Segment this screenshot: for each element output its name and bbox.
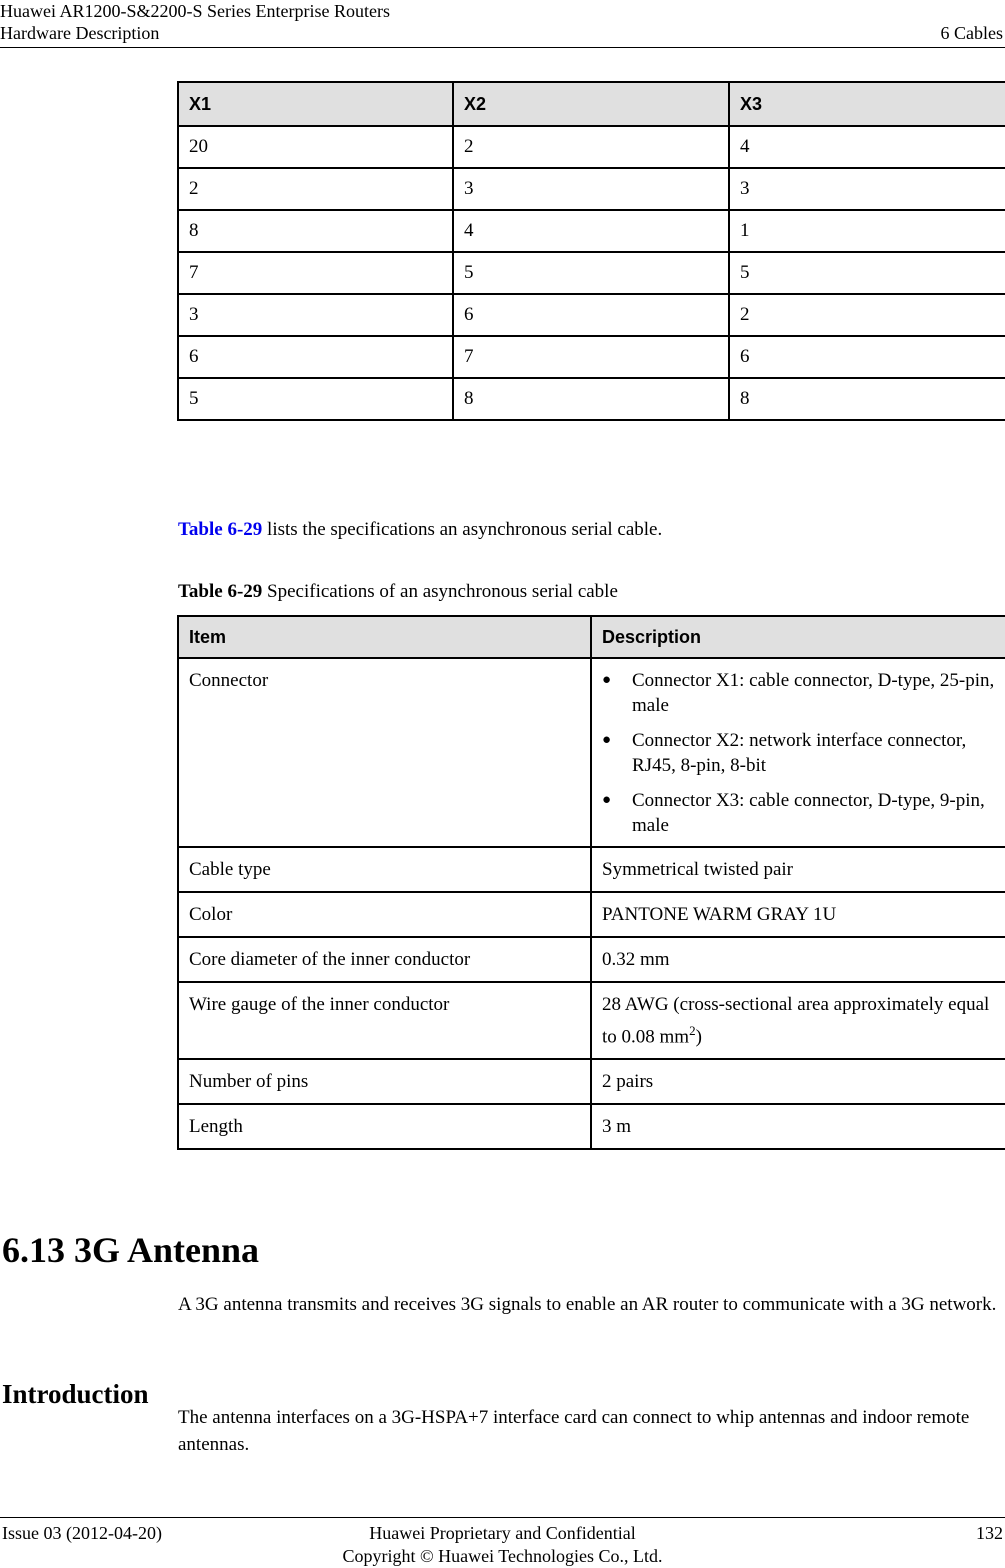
column-header-x1: X1 [178, 82, 453, 126]
table-cell: 6 [178, 336, 453, 378]
table-cell [591, 658, 1005, 847]
connector-list [602, 668, 995, 838]
table-cell: 8 [453, 378, 729, 420]
table-cell: 8 [729, 378, 1005, 420]
copyright-label: Copyright © Huawei Technologies Co., Ltd. [342, 1546, 663, 1566]
list-item: ● Connector X2: network interface connector, RJ45, 8-pin, 8-bit [602, 730, 967, 776]
section-title: 6.13 3G Antenna [2, 1230, 260, 1270]
table-row [178, 847, 1005, 892]
table-row [178, 126, 1005, 168]
table-caption [178, 580, 618, 604]
table-row [178, 982, 1005, 1059]
table-cell: 8 [178, 210, 453, 252]
table-cell: 3 [178, 294, 453, 336]
bullet-icon: ● [602, 792, 612, 808]
table-cell: 3 [453, 168, 729, 210]
table-row [178, 294, 1005, 336]
table-cell: 28 AWG (cross-sectional area approximately equal to 0.08 $mm^2$) [591, 982, 1005, 1059]
table-row [178, 1059, 1005, 1104]
table-cell: 1 [729, 210, 1005, 252]
table-cell: Wire gauge of the inner conductor [178, 982, 591, 1059]
intro-text: lists the specifications an asynchronous serial cable. [262, 519, 663, 540]
table-header-row [178, 82, 1005, 126]
doc-subtitle: Hardware Description [0, 23, 160, 43]
table-row [178, 658, 1005, 847]
table-cell: Core diameter of the inner conductor [178, 937, 591, 982]
page-header [0, 0, 1005, 48]
table-cell: PANTONE WARM GRAY 1U [591, 892, 1005, 937]
table-header-row [178, 616, 1005, 658]
caption-text: Specifications of an asynchronous serial cable [262, 581, 618, 602]
table-cell: 5 [453, 252, 729, 294]
doc-title: Huawei AR1200-S&2200-S Series Enterprise Routers [0, 1, 390, 21]
caption-label: Table 6-29 [178, 581, 263, 602]
confidential-label: Huawei Proprietary and Confidential [369, 1523, 636, 1543]
table-cell: Color [178, 892, 591, 937]
table-cell: 2 pairs [591, 1059, 1005, 1104]
table-row [178, 892, 1005, 937]
table-cell: 20 [178, 126, 453, 168]
table-cell: Symmetrical twisted pair [591, 847, 1005, 892]
issue-label: Issue 03 (2012-04-20) [2, 1523, 162, 1543]
table-cell: 0.32 mm [591, 937, 1005, 982]
column-header-x3: X3 [729, 82, 1005, 126]
table-cell: 3 [729, 168, 1005, 210]
table-row [178, 210, 1005, 252]
table-row [178, 378, 1005, 420]
table-cell: Number of pins [178, 1059, 591, 1104]
table-cell: Cable type [178, 847, 591, 892]
pin-mapping-table [177, 81, 1005, 421]
table-cell: 7 [453, 336, 729, 378]
table-cell: Connector [178, 658, 591, 847]
column-header-x2: X2 [453, 82, 729, 126]
intro-paragraph [178, 516, 662, 543]
list-item: ● Connector X1: cable connector, D-type, 25-pin, male [602, 670, 995, 716]
table-cell: 7 [178, 252, 453, 294]
table-row [178, 252, 1005, 294]
table-cell: 2 [729, 294, 1005, 336]
table-cell: 2 [453, 126, 729, 168]
table-cell: 4 [729, 126, 1005, 168]
bullet-icon: ● [602, 672, 612, 688]
table-cell: 4 [453, 210, 729, 252]
table-cell: Length [178, 1104, 591, 1149]
table-cell: 6 [729, 336, 1005, 378]
table-cell: 2 [178, 168, 453, 210]
page-number: 132 [976, 1523, 1003, 1543]
subsection-body: The antenna interfaces on a 3G-HSPA+7 interface card can connect to whip antennas and indoor remote antennas. [178, 1407, 970, 1455]
subsection-title: Introduction [2, 1379, 149, 1409]
list-item: ● Connector X3: cable connector, D-type, 9-pin, male [602, 790, 985, 836]
column-header-item: Item [178, 616, 591, 658]
table-reference-link[interactable]: Table 6-29 [178, 519, 263, 540]
chapter-label: 6 Cables [940, 23, 1003, 43]
section-body: A 3G antenna transmits and receives 3G signals to enable an AR router to communicate with a 3G network. [178, 1294, 997, 1315]
table-cell: 5 [178, 378, 453, 420]
bullet-icon: ● [602, 732, 612, 748]
table-cell: 5 [729, 252, 1005, 294]
table-row [178, 168, 1005, 210]
table-cell: 3 m [591, 1104, 1005, 1149]
table-cell: 6 [453, 294, 729, 336]
spec-table [177, 615, 1005, 1150]
table-row [178, 937, 1005, 982]
table-row [178, 336, 1005, 378]
table-row [178, 1104, 1005, 1149]
column-header-description: Description [591, 616, 1005, 658]
page-footer [0, 1517, 1005, 1568]
